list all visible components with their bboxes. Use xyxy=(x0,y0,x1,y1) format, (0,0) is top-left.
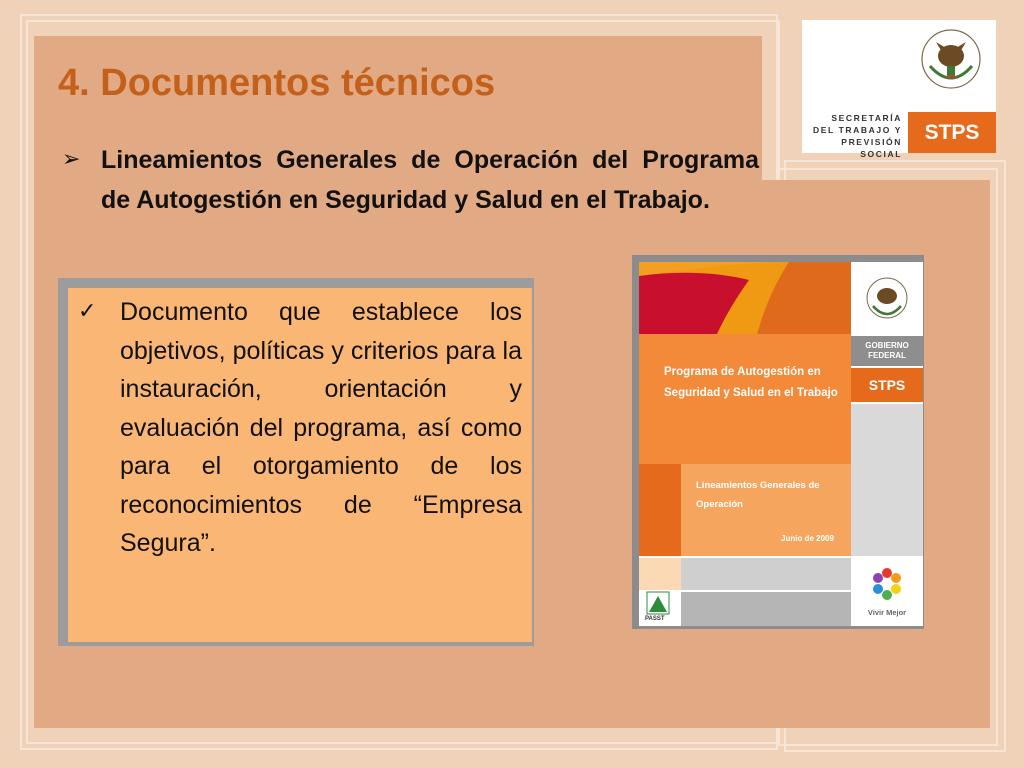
box-text: Documento que establece los objetivos, políticas y criterios para la instauración, orientación y evaluación del programa, así como para el otorgamiento de los reconocimientos de “Empresa Segura”. xyxy=(120,298,522,557)
bullet-heading: Lineamientos Generales de Operación del Programa de Autogestión en Seguridad y Salud en el Trabajo. xyxy=(101,146,759,214)
mexican-coat-of-arms-icon xyxy=(920,26,982,92)
arrow-bullet-icon: ➢ xyxy=(62,146,81,171)
logo-line-2: DEL TRABAJO Y xyxy=(813,125,902,135)
gobierno-line-2: FEDERAL xyxy=(868,351,906,360)
check-icon: ✓ xyxy=(78,298,97,323)
cover-graphic xyxy=(639,262,923,626)
slide-title: 4. Documentos técnicos xyxy=(58,62,496,104)
cover-date: Junio de 2009 xyxy=(781,534,834,543)
document-cover-image xyxy=(639,262,923,626)
passt-logo-label: PASST xyxy=(645,616,665,622)
logo-line-1: SECRETARÍA xyxy=(831,113,902,123)
cover-subtitle: Lineamientos Generales de Operación xyxy=(696,480,820,510)
stps-badge: STPS xyxy=(908,112,996,153)
cover-stps-badge: STPS xyxy=(851,368,923,402)
logo-line-3: PREVISIÓN SOCIAL xyxy=(841,137,902,159)
gobierno-federal-label xyxy=(851,336,923,366)
gobierno-line-1: GOBIERNO xyxy=(865,341,909,350)
cover-title: Programa de Autogestión en Seguridad y Salud en el Trabajo xyxy=(664,366,838,399)
logo-text xyxy=(812,112,902,160)
vivir-mejor-label: Vivir Mejor xyxy=(867,608,907,617)
stps-logo xyxy=(802,20,996,159)
